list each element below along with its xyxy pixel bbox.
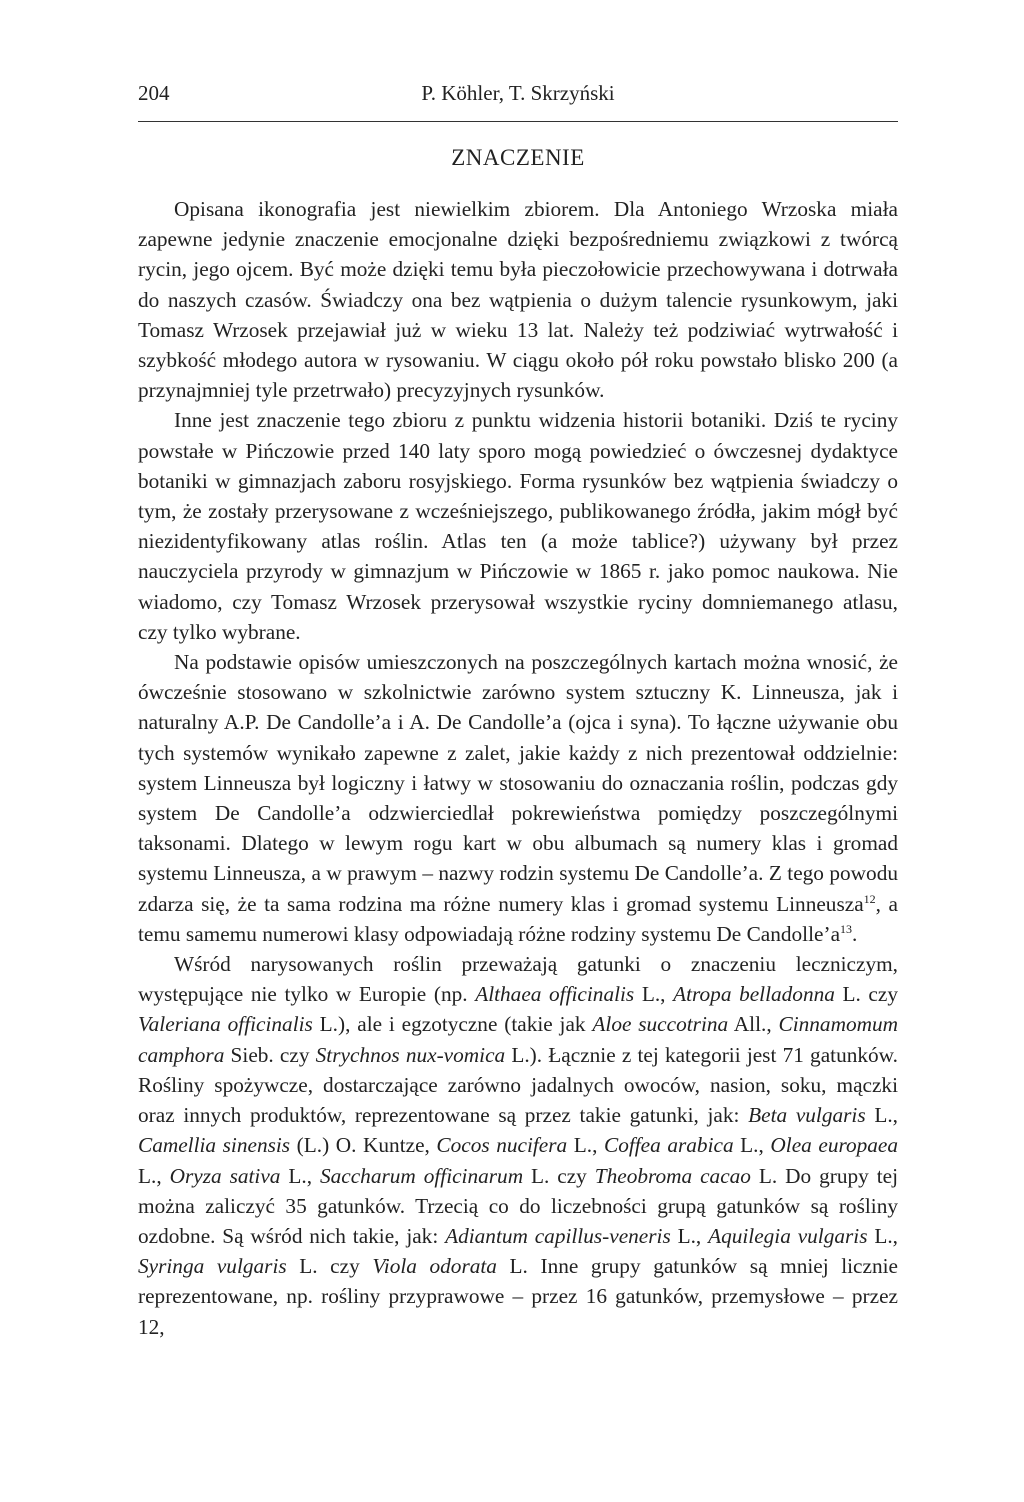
- species-name: Coffea arabica: [604, 1133, 734, 1158]
- species-name: Strychnos nux-vomica: [315, 1042, 506, 1067]
- paragraph-4-text: L.,: [567, 1133, 604, 1158]
- footnote-ref-12: 12: [863, 891, 876, 906]
- paragraph-4-text: L.,: [865, 1103, 898, 1128]
- paragraph-1: Opisana ikonografia jest niewielkim zbiorem. Dla Antoniego Wrzoska miała zapewne jedynie znaczenie emocjonalne dzięki bezpośredniemu związkowi z twórcą rycin, jego ojcem. Być może dzięki temu była pieczołowicie przechowywana i dotrwała do naszych czasów. Świadczy ona bez wątpienia o dużym talencie rysunkowym, jaki Tomasz Wrzosek przejawiał już w wieku 13 lat. Należy też podziwiać wytrwałość i szybkość młodego autora w rysowaniu. W ciągu około pół roku powstało blisko 200 (a przynajmniej tyle przetrwało) precyzyjnych rysunków.: [138, 197, 898, 403]
- paragraph-3-text-a: Na podstawie opisów umieszczonych na poszczególnych kartach można wnosić, że ówcześnie stosowano w szkolnictwie zarówno system sztuczny K. Linneusza, jak i naturalny A.P. De Candolle’a i A. De Candolle’a (ojca i syna). To łączne używanie obu tych systemów wynikało zapewne z zalet, jakie każdy z nich prezentował oddzielnie: system Linneusza był logiczny i łatwy w stosowaniu do oznaczania roślin, podczas gdy system De Candolle’a odzwierciedlał pokrewieństwa pomiędzy poszczególnymi taksonami. Dlatego w lewym rogu kart w obu albumach są numery klas i gromad systemu Linneusza, a w prawym – nazwy rodzin systemu De Candolle’a. Z tego powodu zdarza się, że ta sama rodzina ma różne numery klas i gromad systemu Linneusza: [138, 650, 898, 916]
- species-name: Olea europaea: [770, 1133, 899, 1158]
- page-header: [138, 80, 898, 120]
- paragraph-4-text: (L.) O. Kuntze,: [290, 1133, 437, 1158]
- paragraph-4-text: L.,: [634, 982, 674, 1007]
- paragraph-4: [138, 949, 898, 1342]
- species-name: Adiantum capillus-veneris: [445, 1223, 671, 1248]
- paragraph-4-text: L. Inne grupy gatunków są mniej licznie reprezentowane, np. rośliny przyprawowe – przez 16 gatunków, przemysłowe – przez 12,: [138, 1254, 898, 1339]
- paragraph-4-text: All.,: [728, 1012, 779, 1037]
- footnote-ref-13: 13: [840, 921, 853, 936]
- species-name: Althaea officinalis: [475, 982, 635, 1007]
- body-text: [138, 194, 898, 1342]
- section-title: ZNACZENIE: [451, 145, 585, 170]
- paragraph-4-text: L. czy: [286, 1254, 373, 1279]
- running-head: P. Köhler, T. Skrzyński: [421, 81, 615, 105]
- header-rule: [138, 121, 898, 122]
- species-name: Cocos nucifera: [436, 1133, 568, 1158]
- species-name: Syringa vulgaris: [138, 1254, 287, 1279]
- paragraph-3-text-c: .: [852, 921, 858, 946]
- species-name: Oryza sativa: [169, 1163, 281, 1188]
- paragraph-4-text: L. czy: [834, 982, 898, 1007]
- species-name: Theobroma cacao: [594, 1163, 751, 1188]
- paragraph-4-text: L.), ale i egzotyczne (takie jak: [312, 1012, 593, 1037]
- paragraph-4-text: Sieb. czy: [224, 1042, 316, 1067]
- paragraph-4-text: L.). Łącznie z tej kategorii jest 71 gatunków. Rośliny spożywcze, dostarczające zarówno jadalnych owoców, nasion, soku, mączki oraz innych produktów, reprezentowane są przez takie gatunki, jak:: [138, 1042, 898, 1128]
- species-name: Saccharum officinarum: [319, 1163, 524, 1188]
- paragraph-2: Inne jest znaczenie tego zbioru z punktu widzenia historii botaniki. Dziś te ryciny powstałe w Pińczowie przed 140 laty sporo mogą powiedzieć o ówczesnej dydaktyce botaniki w gimnazjach zaboru rosyjskiego. Forma rysunków bez wątpienia świadczy o tym, że zostały przerysowane z wcześniejszego, publikowanego źródła, jakim mógł być niezidentyfikowany atlas roślin. Atlas ten (a może tablice?) używany był przez nauczyciela przyrody w gimnazjum w Pińczowie w 1865 r. jako pomoc naukowa. Nie wiadomo, czy Tomasz Wrzosek przerysował wszystkie ryciny domniemanego atlasu, czy tylko wybrane.: [138, 408, 898, 644]
- paragraph-4-text: L.,: [138, 1163, 170, 1188]
- paragraph-4-text: L.,: [280, 1163, 320, 1188]
- species-name: Viola odorata: [372, 1254, 497, 1279]
- page-number: 204: [138, 81, 170, 105]
- paragraph-4-text: L. czy: [523, 1163, 595, 1188]
- species-name: Aloe succotrina: [592, 1012, 729, 1037]
- paragraph-3-text-b: , a temu samemu numerowi klasy odpowiadają różne rodziny systemu De Candolle’a: [138, 891, 898, 946]
- species-name: Valeriana officinalis: [138, 1012, 313, 1037]
- paragraph-4-text: L.,: [733, 1133, 771, 1158]
- species-name: Aquilegia vulgaris: [708, 1223, 868, 1248]
- species-name: Camellia sinensis: [138, 1133, 291, 1158]
- paragraph-3: [138, 647, 898, 949]
- species-name: Cinnamomum camphora: [138, 1012, 899, 1067]
- species-name: Atropa belladonna: [673, 982, 835, 1007]
- paragraph-4-text: Wśród narysowanych roślin przeważają gatunki o znaczeniu leczniczym, występujące nie tylko w Europie (np.: [138, 952, 898, 1007]
- paragraph-4-text: L. Do grupy tej można zaliczyć 35 gatunków. Trzecią co do liczebności grupą gatunków są rośliny ozdobne. Są wśród nich takie, jak:: [138, 1163, 898, 1248]
- paragraph-4-text: L.,: [867, 1223, 898, 1248]
- species-name: Beta vulgaris: [748, 1103, 866, 1128]
- paragraph-4-text: L.,: [670, 1223, 709, 1248]
